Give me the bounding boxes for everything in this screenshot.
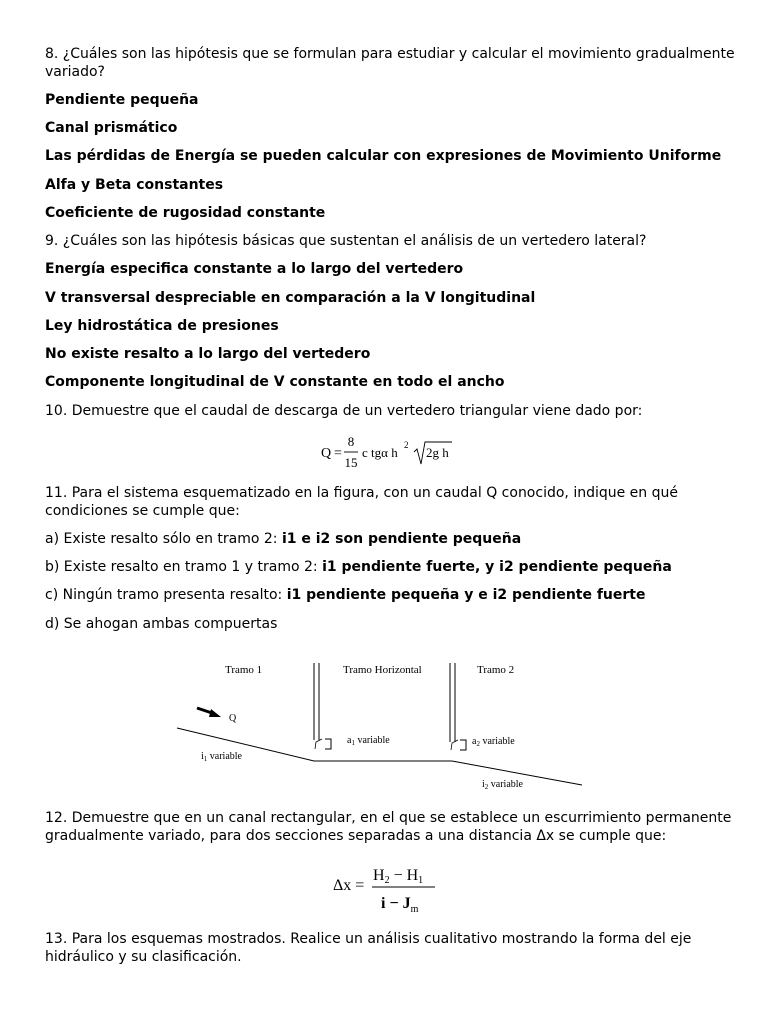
a1-bracket xyxy=(325,739,331,749)
q8-answer-1: Pendiente pequeña xyxy=(45,92,199,108)
channel-system-figure xyxy=(175,655,587,793)
q8-answer-5: Coeficiente de rugosidad constante xyxy=(45,205,326,221)
label-tramo-horizontal: Tramo Horizontal xyxy=(343,664,422,676)
formula-delta-x xyxy=(330,862,440,916)
question-13: 13. Para los esquemas mostrados. Realice un análisis cualitativo mostrando la forma del eje hidráulico y su clasificación. xyxy=(45,931,692,965)
label-a2: $a_2$ variable xyxy=(472,736,515,748)
q8-answer-3: Las pérdidas de Energía se pueden calcular con expresiones de Movimiento Uniforme xyxy=(45,148,722,164)
formula-numerator: H2 − H1 xyxy=(373,867,424,886)
q8-answer-2: Canal prismático xyxy=(45,120,178,136)
a2-bracket xyxy=(460,740,466,750)
q9-answer-1: Energía especifica constante a lo largo del vertedero xyxy=(45,261,464,277)
formula-exponent: 2 xyxy=(404,440,409,450)
label-tramo-1: Tramo 1 xyxy=(225,664,263,676)
q11-option-c: c) Ningún tramo presenta resalto: i1 pendiente pequeña y e i2 pendiente fuerte xyxy=(45,587,646,603)
formula-numerator: 8 xyxy=(347,434,355,449)
label-q: Q xyxy=(229,713,237,724)
question-8: 8. ¿Cuáles son las hipótesis que se formulan para estudiar y calcular el movimiento gradualmente variado? xyxy=(45,46,735,80)
formula-denominator: 15 xyxy=(344,455,358,470)
label-i2: $i_2$ variable xyxy=(482,779,523,791)
formula-q-lhs: Q xyxy=(321,446,332,461)
q9-answer-5: Componente longitudinal de V constante en todo el ancho xyxy=(45,374,505,390)
label-i1: $i_1$ variable xyxy=(201,751,242,763)
question-10: 10. Demuestre que el caudal de descarga de un vertedero triangular viene dado por: xyxy=(45,403,643,419)
label-tramo-2: Tramo 2 xyxy=(477,664,515,676)
label-a1: $a_1$ variable xyxy=(347,735,390,747)
formula-radicand: 2g h xyxy=(426,445,449,460)
flow-arrow-head xyxy=(209,709,221,717)
q11-option-b: b) Existe resalto en tramo 1 y tramo 2: i1 pendiente fuerte, y i2 pendiente pequeña xyxy=(45,559,672,575)
q8-answer-4: Alfa y Beta constantes xyxy=(45,177,224,193)
question-9: 9. ¿Cuáles son las hipótesis básicas que sustentan el análisis de un vertedero lateral? xyxy=(45,233,647,249)
formula-equals: = xyxy=(334,446,342,461)
q9-answer-2: V transversal despreciable en comparación a la V longitudinal xyxy=(45,290,536,306)
q9-answer-4: No existe resalto a lo largo del vertedero xyxy=(45,346,371,362)
formula-triangular-weir xyxy=(315,432,455,474)
question-11: 11. Para el sistema esquematizado en la figura, con un caudal Q conocido, indique en qué condiciones se cumple que: xyxy=(45,485,678,519)
formula-lhs: Δx = xyxy=(333,877,365,894)
a1-leader xyxy=(315,739,322,749)
question-12: 12. Demuestre que en un canal rectangular, en el que se establece un escurrimiento permanente gradualmente variado, para dos secciones separadas a una distancia Δx se cumple que: xyxy=(45,810,732,844)
q11-option-d: d) Se ahogan ambas compuertas xyxy=(45,616,278,632)
a2-leader xyxy=(451,740,458,750)
formula-denominator: $i - J_m$ xyxy=(381,895,419,915)
q9-answer-3: Ley hidrostática de presiones xyxy=(45,318,279,334)
formula-rest: c tgα h xyxy=(362,445,398,460)
q11-option-a: a) Existe resalto sólo en tramo 2: i1 e i2 son pendiente pequeña xyxy=(45,531,522,547)
